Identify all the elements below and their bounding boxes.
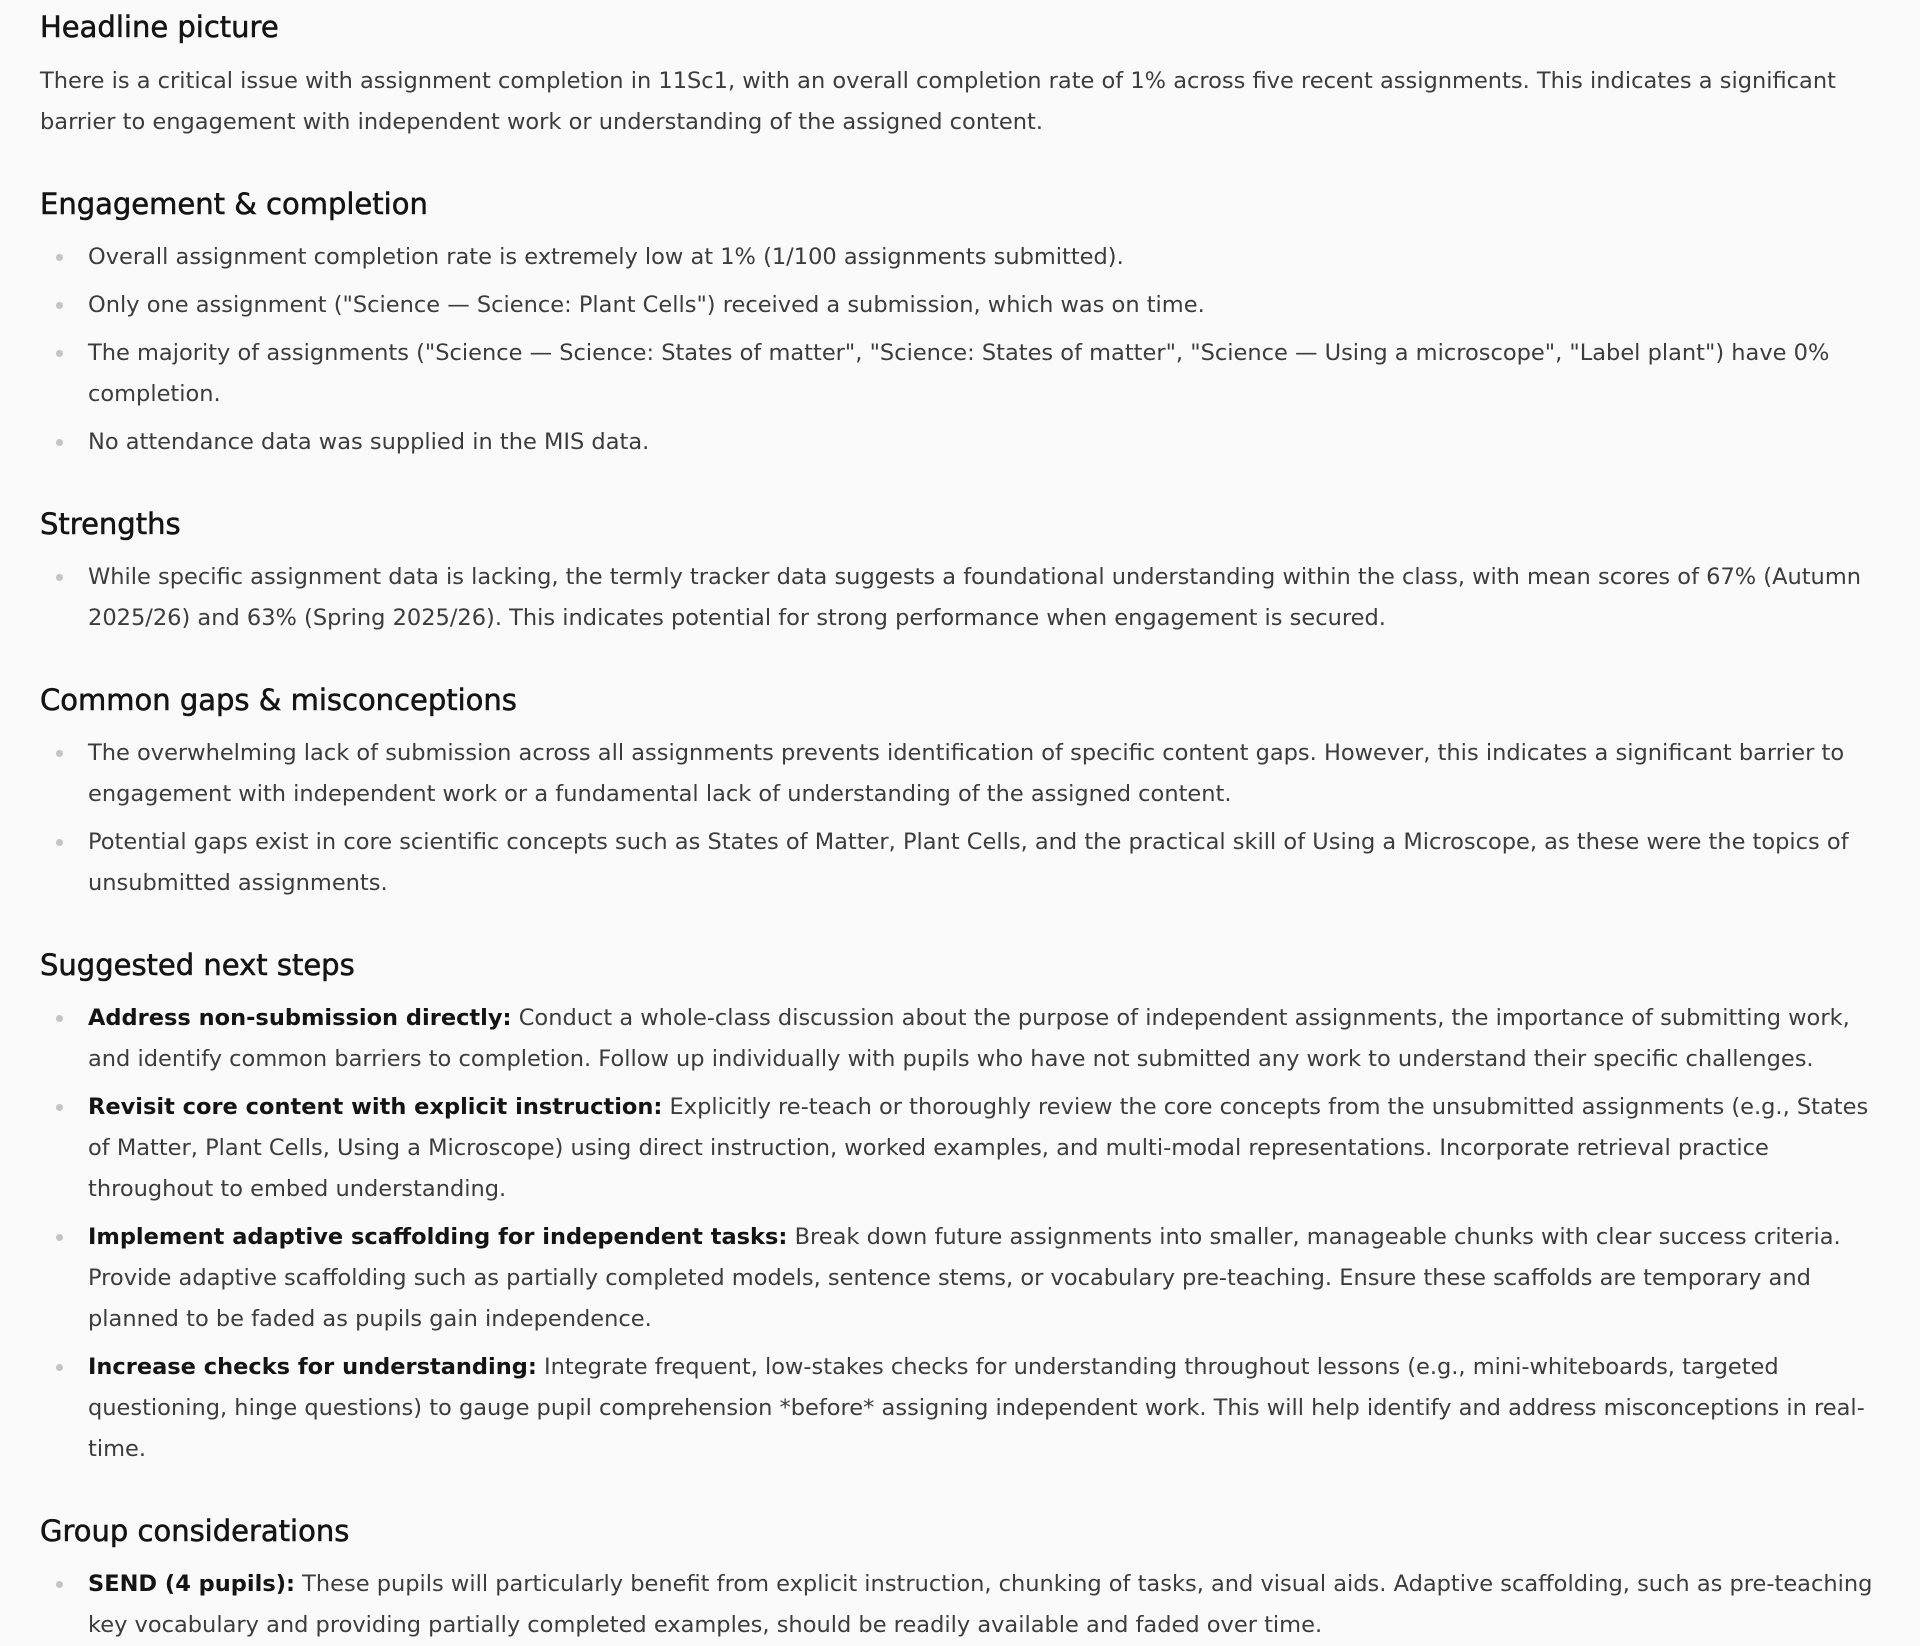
bullet-icon bbox=[56, 750, 63, 757]
section-heading: Suggested next steps bbox=[40, 948, 355, 982]
bullet-icon bbox=[56, 1234, 63, 1241]
bullet-list bbox=[40, 1564, 1880, 1646]
list-item bbox=[40, 1087, 1880, 1210]
bullet-icon bbox=[56, 574, 63, 581]
bullet-icon bbox=[56, 839, 63, 846]
bullet-icon bbox=[56, 1581, 63, 1588]
list-item-lead: Increase checks for understanding: bbox=[88, 1354, 537, 1380]
bullet-icon bbox=[56, 439, 63, 446]
section-next-steps bbox=[40, 946, 1880, 1470]
list-item bbox=[40, 1217, 1880, 1340]
list-item bbox=[40, 1347, 1880, 1470]
list-item-text: Explicitly re-teach or thoroughly review the core concepts from the unsubmitted assignments (e.g., States of Matter, Plant Cells, Using a Microscope) using direct instruction, worked examples, and multi-modal representations. Incorporate retrieval practice throughout to embed understanding. bbox=[88, 1094, 1869, 1202]
list-item-text: No attendance data was supplied in the MIS data. bbox=[88, 429, 650, 455]
list-item bbox=[40, 333, 1880, 415]
list-item-text: The overwhelming lack of submission across all assignments prevents identification of specific content gaps. However, this indicates a significant barrier to engagement with independent work or a fundamental lack of understanding of the assigned content. bbox=[88, 740, 1845, 807]
list-item bbox=[40, 285, 1880, 326]
bullet-list bbox=[40, 237, 1880, 463]
bullet-icon bbox=[56, 302, 63, 309]
list-item-text: These pupils will particularly benefit from explicit instruction, chunking of tasks, and visual aids. Adaptive scaffolding, such as pre-teaching key vocabulary and providing partially completed examples, should be readily available and faded over time. bbox=[88, 1571, 1873, 1638]
list-item bbox=[40, 822, 1880, 904]
section-paragraph: There is a critical issue with assignment completion in 11Sc1, with an overall completion rate of 1% across five recent assignments. This indicates a significant barrier to engagement with independent work or understanding of the assigned content. bbox=[40, 68, 1836, 135]
list-item-text: Only one assignment ("Science — Science: Plant Cells") received a submission, which was on time. bbox=[88, 292, 1205, 318]
section-common-gaps bbox=[40, 681, 1880, 904]
list-item-lead: Implement adaptive scaffolding for independent tasks: bbox=[88, 1224, 788, 1250]
list-item-text: Conduct a whole-class discussion about the purpose of independent assignments, the importance of submitting work, and identify common barriers to completion. Follow up individually with pupils who have not submitted any work to understand their specific challenges. bbox=[88, 1005, 1850, 1072]
list-item-text: While specific assignment data is lacking, the termly tracker data suggests a foundational understanding within the class, with mean scores of 67% (Autumn 2025/26) and 63% (Spring 2025/26). This indicates potential for strong performance when engagement is secured. bbox=[88, 564, 1861, 631]
scrollbar[interactable] bbox=[1914, 0, 1920, 1620]
list-item-lead: Address non-submission directly: bbox=[88, 1005, 512, 1031]
list-item-lead: SEND (4 pupils): bbox=[88, 1571, 296, 1597]
list-item-text: Break down future assignments into smaller, manageable chunks with clear success criteria. Provide adaptive scaffolding such as partially completed models, sentence stems, or vocabulary pre-teaching. Ensure these scaffolds are temporary and planned to be faded as pupils gain independence. bbox=[88, 1224, 1841, 1332]
list-item bbox=[40, 1564, 1880, 1646]
list-item bbox=[40, 557, 1880, 639]
bullet-icon bbox=[56, 1104, 63, 1111]
list-item-text: The majority of assignments ("Science — Science: States of matter", "Science: States of matter", "Science — Using a microscope", "Label plant") have 0% completion. bbox=[88, 340, 1830, 407]
section-heading: Strengths bbox=[40, 507, 181, 541]
list-item bbox=[40, 733, 1880, 815]
section-heading: Headline picture bbox=[40, 10, 279, 44]
list-item bbox=[40, 237, 1880, 278]
section-strengths bbox=[40, 505, 1880, 639]
section-headline-picture bbox=[40, 8, 1880, 143]
section-group-considerations bbox=[40, 1512, 1880, 1646]
bullet-list bbox=[40, 557, 1880, 639]
bullet-list bbox=[40, 733, 1880, 904]
section-heading: Group considerations bbox=[40, 1514, 350, 1548]
list-item bbox=[40, 422, 1880, 463]
section-heading: Engagement & completion bbox=[40, 187, 428, 221]
list-item-text: Overall assignment completion rate is extremely low at 1% (1/100 assignments submitted). bbox=[88, 244, 1124, 270]
bullet-list bbox=[40, 998, 1880, 1470]
section-heading: Common gaps & misconceptions bbox=[40, 683, 517, 717]
bullet-icon bbox=[56, 254, 63, 261]
list-item-lead: Revisit core content with explicit instruction: bbox=[88, 1094, 663, 1120]
bullet-icon bbox=[56, 1364, 63, 1371]
report-content bbox=[40, 8, 1880, 1646]
section-engagement-completion bbox=[40, 185, 1880, 463]
list-item-text: Potential gaps exist in core scientific concepts such as States of Matter, Plant Cells, and the practical skill of Using a Microscope, as these were the topics of unsubmitted assignments. bbox=[88, 829, 1849, 896]
list-item bbox=[40, 998, 1880, 1080]
bullet-icon bbox=[56, 350, 63, 357]
list-item-text: Integrate frequent, low-stakes checks for understanding throughout lessons (e.g., mini-whiteboards, targeted questioning, hinge questions) to gauge pupil comprehension *before* assigning independent work. This will help identify and address misconceptions in real-time. bbox=[88, 1354, 1865, 1462]
bullet-icon bbox=[56, 1015, 63, 1022]
